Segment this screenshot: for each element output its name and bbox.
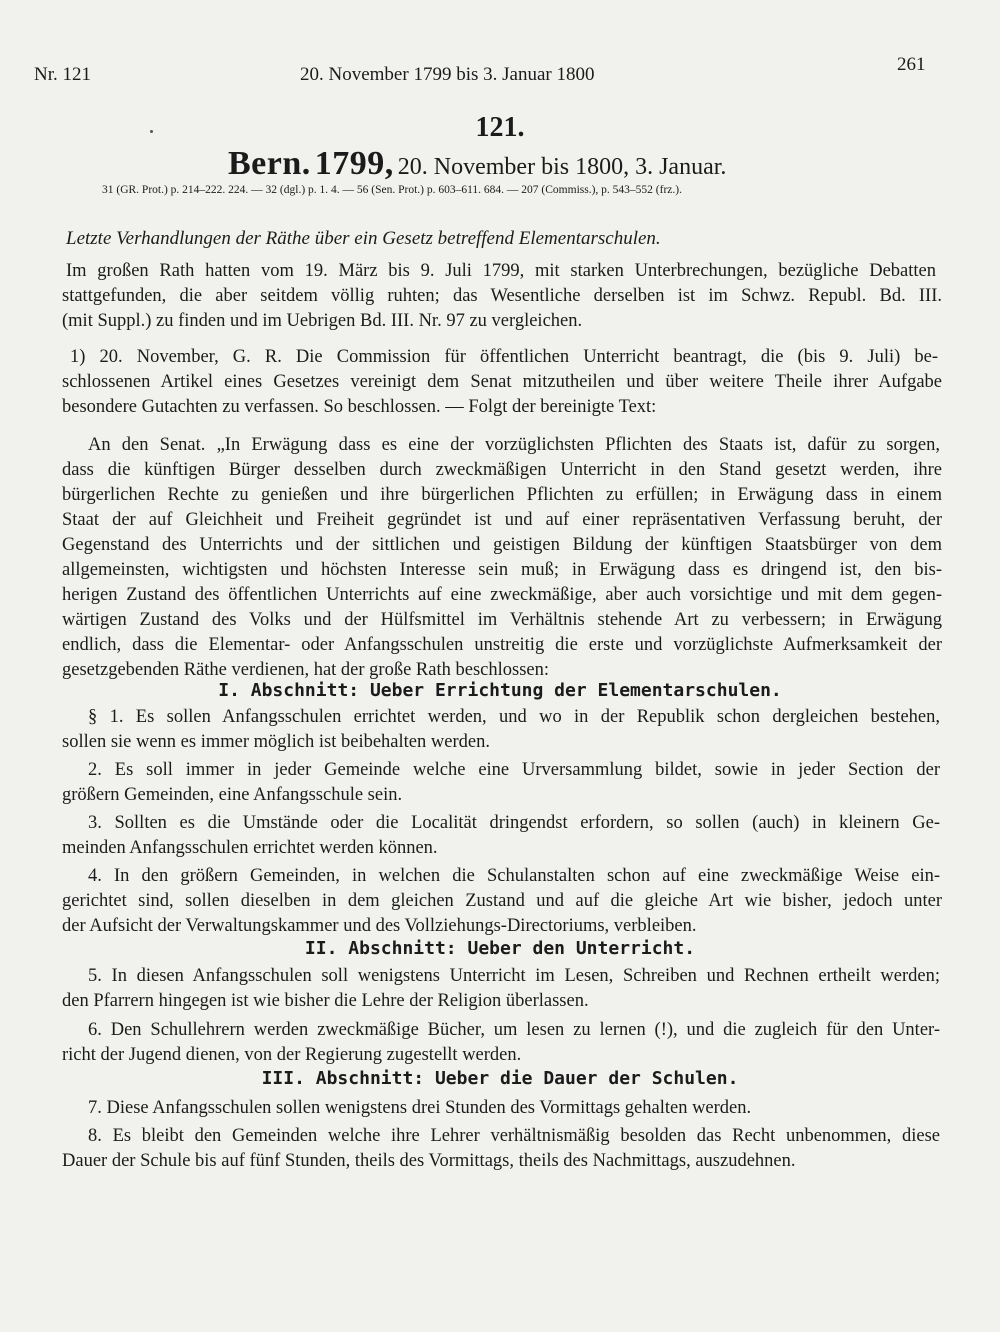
section-heading-2: II. Abschnitt: Ueber den Unterricht. (304, 938, 696, 959)
text-line: Im großen Rath hatten vom 19. März bis 9. Juli 1799, mit starken Unterbrechungen, bezügliche Debatten (66, 261, 936, 281)
text-line: Staat der auf Gleichheit und Freiheit gegründet ist und auf einer repräsentativen Verfassung beruht, der (62, 510, 942, 530)
text-line: bürgerlichen Rechte zu genießen und ihre bürgerlichen Pflichten zu erfüllen; in Erwägung dass in einem (62, 485, 942, 505)
text-line: (mit Suppl.) zu finden und im Uebrigen Bd. III. Nr. 97 zu vergleichen. (62, 311, 583, 331)
text-line: sollen sie wenn es immer möglich ist beibehalten werden. (62, 732, 490, 752)
text-line: Dauer der Schule bis auf fünf Stunden, theils des Vormittags, theils des Nachmittags, auszudehnen. (62, 1151, 796, 1171)
title-year: 1799, (314, 145, 394, 182)
title-range: 20. November bis 1800, 3. Januar. (397, 154, 727, 180)
text-line: größern Gemeinden, eine Anfangsschule sein. (62, 785, 403, 805)
header-date-range: 20. November 1799 bis 3. Januar 1800 (300, 64, 595, 85)
section-heading-3: III. Abschnitt: Ueber die Dauer der Schulen. (261, 1068, 739, 1089)
text-line: dass die künftigen Bürger desselben durch zweckmäßigen Unterricht in den Stand gesetzt werden, ihre (62, 460, 942, 480)
text-line: endlich, dass die Elementar- oder Anfangsschulen unstreitig die erste und vorzüglichste Aufmerksamkeit der (62, 635, 942, 655)
text-line: herigen Zustand des öffentlichen Unterrichts auf eine zweckmäßige, aber auch vorsichtige und mit dem gegen- (62, 585, 942, 605)
title-place: Bern. (228, 145, 311, 182)
text-line: 5. In diesen Anfangsschulen soll wenigstens Unterricht im Lesen, Schreiben und Rechnen ertheilt werden; (88, 966, 940, 986)
document-subtitle: Letzte Verhandlungen der Räthe über ein Gesetz betreffend Elementarschulen. (66, 228, 661, 249)
text-line: den Pfarrern hingegen ist wie bisher die Lehre der Religion überlassen. (62, 991, 589, 1011)
text-line: Gegenstand des Unterrichts und der sittlichen und geistigen Bildung der künftigen Staatsbürger von dem (62, 535, 942, 555)
text-line: 8. Es bleibt den Gemeinden welche ihre Lehrer verhältnismäßig besolden das Recht unbenommen, diese (88, 1126, 940, 1146)
text-line: der Aufsicht der Verwaltungskammer und des Vollziehungs-Directoriums, verbleiben. (62, 916, 697, 936)
section-heading-1: I. Abschnitt: Ueber Errichtung der Elementarschulen. (218, 680, 782, 701)
text-line: allgemeinsten, wichtigsten und höchsten Interesse sein muß; in Erwägung dass es dringend ist, den bis- (62, 560, 942, 580)
text-line: richt der Jugend dienen, von der Regierung zugestellt werden. (62, 1045, 522, 1065)
text-line: wärtigen Zustand des Volks und der Hülfsmittel im Verhältnis stehende Art zu verbessern; in Erwägung (62, 610, 942, 630)
text-line: § 1. Es sollen Anfangsschulen errichtet werden, und wo in der Republik schon dergleichen bestehen, (88, 707, 940, 727)
text-line: meinden Anfangsschulen errichtet werden können. (62, 838, 438, 858)
text-line: stattgefunden, die aber seitdem völlig ruhten; das Wesentliche derselben ist im Schwz. Republ. Bd. III. (62, 286, 942, 306)
document-number: 121. (475, 112, 525, 143)
text-line: 2. Es soll immer in jeder Gemeinde welche eine Urversammlung bildet, sowie in jeder Section der (88, 760, 940, 780)
text-line: 3. Sollten es die Umstände oder die Localität dringendst erfordern, so sollen (auch) in kleinern Ge- (88, 813, 940, 833)
text-line: 1) 20. November, G. R. Die Commission für öffentlichen Unterricht beantragt, die (bis 9. Juli) be- (70, 347, 938, 367)
document-title (228, 145, 726, 183)
text-line: schlossenen Artikel eines Gesetzes vereinigt dem Senat mitzutheilen und über weitere Theile ihrer Aufgabe (62, 372, 942, 392)
source-references: 31 (GR. Prot.) p. 214–222. 224. — 32 (dgl.) p. 1. 4. — 56 (Sen. Prot.) p. 603–611. 684. — 207 (Commiss.), p. 543–552 (frz.). (102, 184, 682, 196)
text-line: gerichtet sind, sollen dieselben in dem gleichen Zustand und auf die gleiche Art wie bisher, jedoch unter (62, 891, 942, 911)
text-line: 7. Diese Anfangsschulen sollen wenigstens drei Stunden des Vormittags gehalten werden. (88, 1098, 752, 1118)
text-line: gesetzgebenden Räthe verdienen, hat der große Rath beschlossen: (62, 660, 549, 680)
text-line: An den Senat. „In Erwägung dass es eine der vorzüglichsten Pflichten des Staats ist, dafür zu sorgen, (88, 435, 940, 455)
text-line: 6. Den Schullehrern werden zweckmäßige Bücher, um lesen zu lernen (!), und die zugleich für den Unter- (88, 1020, 940, 1040)
text-line: besondere Gutachten zu verfassen. So beschlossen. — Folgt der bereinigte Text: (62, 397, 657, 417)
text-line: 4. In den größern Gemeinden, in welchen die Schulanstalten schon auf eine zweckmäßige Weise ein- (88, 866, 940, 886)
header-document-number: Nr. 121 (34, 64, 91, 85)
page-number: 261 (897, 54, 926, 75)
